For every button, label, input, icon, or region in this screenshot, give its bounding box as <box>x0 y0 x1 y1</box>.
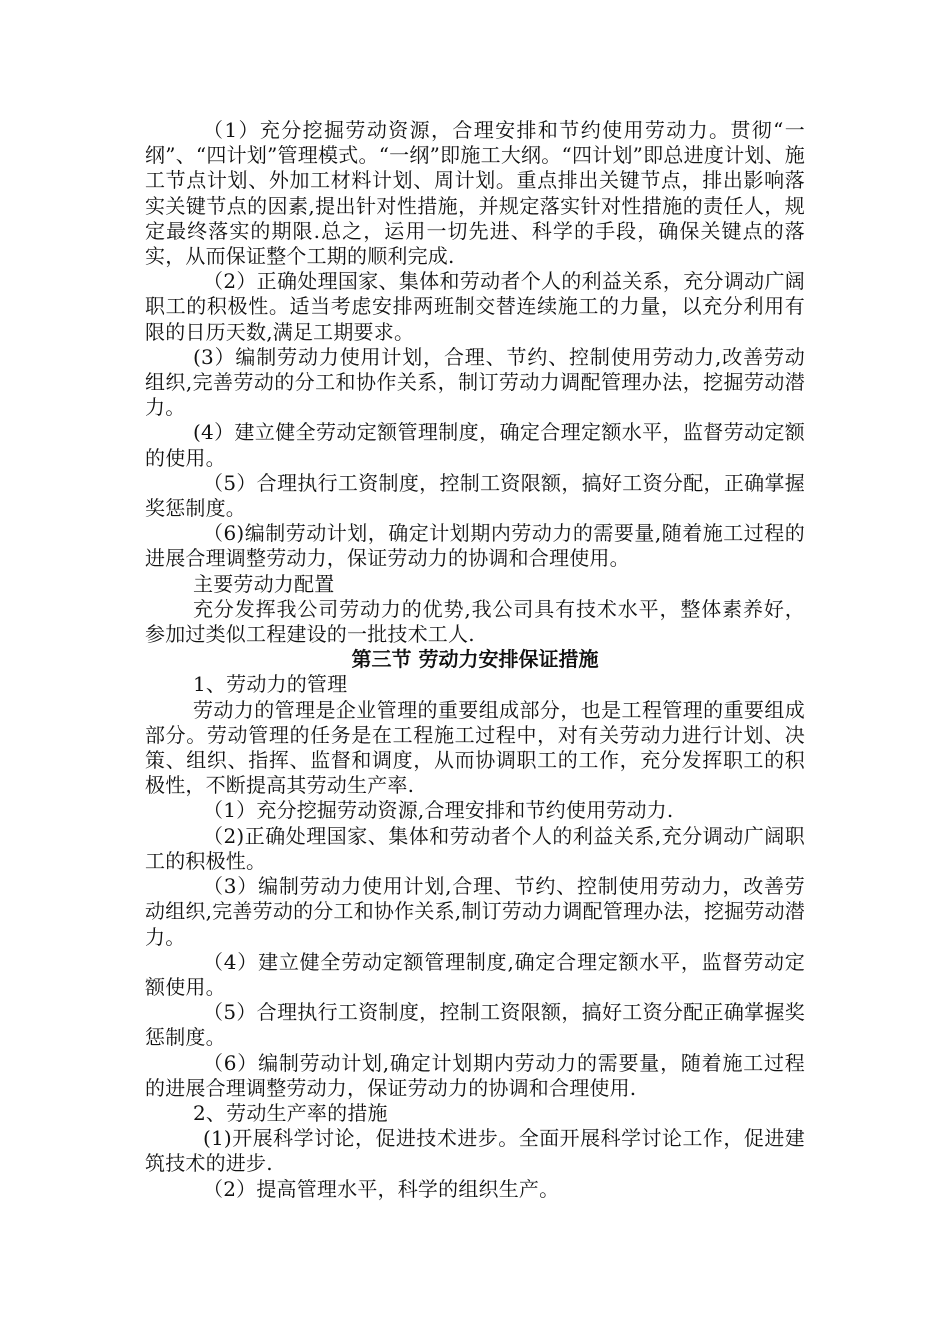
paragraph: 劳动力的管理是企业管理的重要组成部分，也是工程管理的重要组成部分。劳动管理的任务是在工程施工过程中，对有关劳动力进行计划、决策、组织、指挥、监督和调度，从而协调职工的工作，充分发挥职工的积极性，不断提高其劳动生产率. <box>145 697 805 798</box>
paragraph: （3）编制劳动力使用计划,合理、节约、控制使用劳动力，改善劳动组织,完善劳动的分工和协作关系,制订劳动力调配管理办法，挖掘劳动潜力。 <box>145 874 805 949</box>
paragraph: (4）建立健全劳动定额管理制度，确定合理定额水平，监督劳动定额的使用。 <box>145 420 805 470</box>
paragraph: (1)开展科学讨论，促进技术进步。全面开展科学讨论工作，促进建筑技术的进步. <box>145 1126 805 1176</box>
paragraph: （2）提高管理水平，科学的组织生产。 <box>203 1176 560 1201</box>
subheading: 2、劳动生产率的措施 <box>193 1100 388 1125</box>
paragraph: （5）合理执行工资制度，控制工资限额，搞好工资分配，正确掌握奖惩制度。 <box>145 470 805 521</box>
paragraph: （4）建立健全劳动定额管理制度,确定合理定额水平，监督劳动定额使用。 <box>145 949 805 999</box>
paragraph: （6）编制劳动计划,确定计划期内劳动力的需要量，随着施工过程的进展合理调整劳动力，保证劳动力的协调和合理使用. <box>145 1050 805 1100</box>
paragraph: (3）编制劳动力使用计划，合理、节约、控制使用劳动力,改善劳动组织,完善劳动的分工和协作关系，制订劳动力调配管理办法，挖掘劳动潜力。 <box>145 344 805 420</box>
document-page <box>145 118 805 1202</box>
paragraph: （5）合理执行工资制度，控制工资限额，搞好工资分配正确掌握奖惩制度。 <box>145 1000 805 1050</box>
paragraph: 充分发挥我公司劳动力的优势,我公司具有技术水平，整体素养好，参加过类似工程建设的一批技术工人. <box>145 596 805 647</box>
paragraph: （6)编制劳动计划，确定计划期内劳动力的需要量,随着施工过程的进展合理调整劳动力，保证劳动力的协调和合理使用。 <box>145 521 805 571</box>
section-title: 第三节 劳动力安排保证措施 <box>351 647 599 672</box>
paragraph: （2)正确处理国家、集体和劳动者个人的利益关系,充分调动广阔职工的积极性。 <box>145 823 805 873</box>
paragraph: （1）充分挖掘劳动资源，合理安排和节约使用劳动力。贯彻“一纲”、“四计划”管理模式。“一纲”即施工大纲。“四计划”即总进度计划、施工节点计划、外加工材料计划、周计划。重点排出关键节点，排出影响落实关键节点的因素,提出针对性措施，并规定落实针对性措施的责任人，规定最终落实的期限.总之，运用一切先进、科学的手段，确保关键点的落实，从而保证整个工期的顺利完成. <box>145 118 805 269</box>
subheading: 1、劳动力的管理 <box>193 672 348 697</box>
paragraph: （2）正确处理国家、集体和劳动者个人的利益关系，充分调动广阔职工的积极性。适当考虑安排两班制交替连续施工的力量，以充分利用有限的日历天数,满足工期要求。 <box>145 269 805 344</box>
paragraph: （1）充分挖掘劳动资源,合理安排和节约使用劳动力. <box>203 798 674 823</box>
paragraph: 主要劳动力配置 <box>193 571 335 596</box>
